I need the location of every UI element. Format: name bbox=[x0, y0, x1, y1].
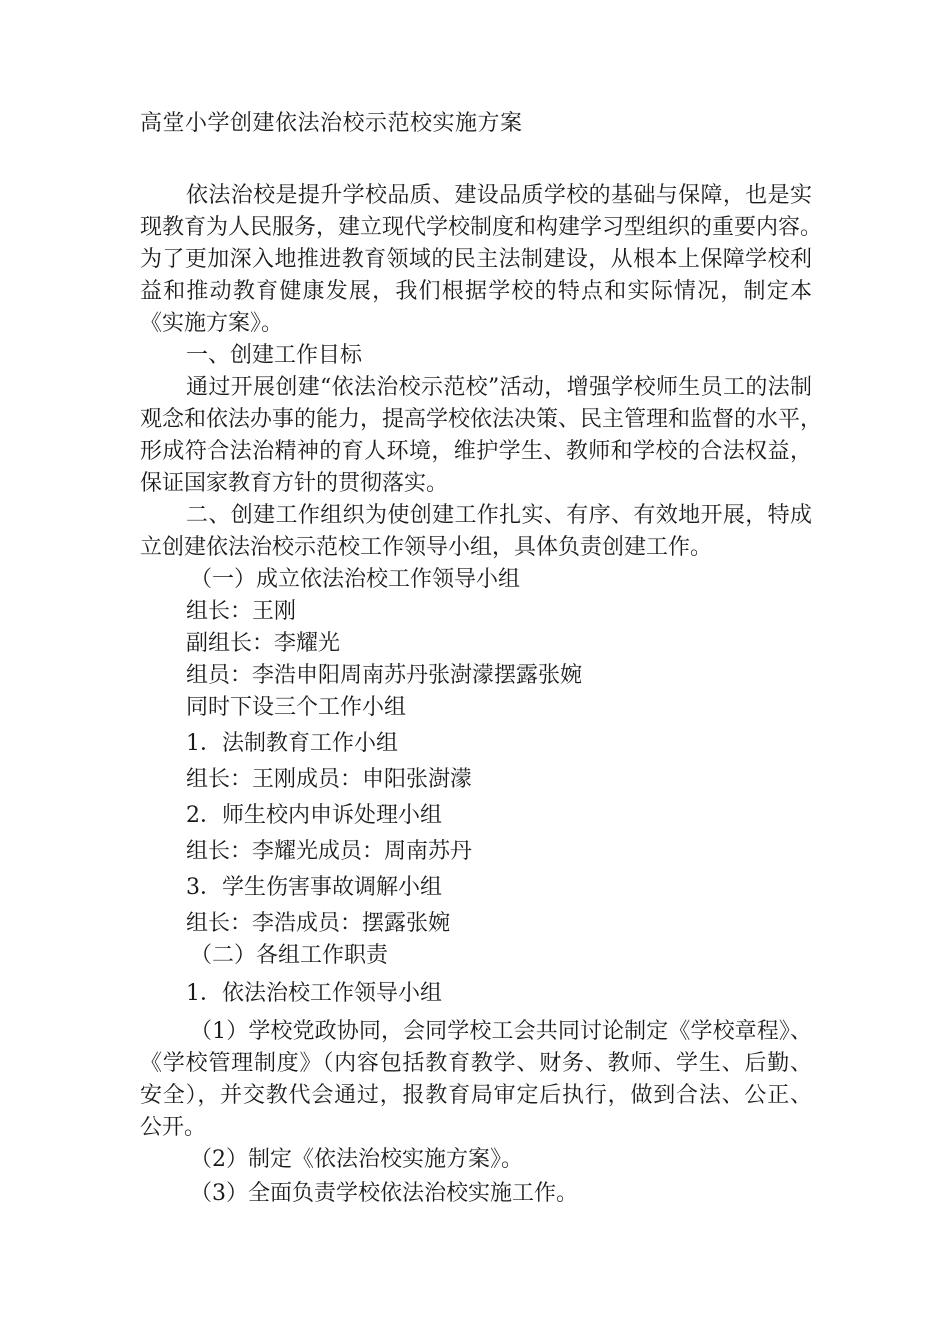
group-3-people: 组长：李浩成员：摆露张婉 bbox=[186, 911, 451, 936]
duty-1-line-1: （1）学校党政协同，会同学校工会共同讨论制定《学校章程》、 bbox=[190, 1019, 812, 1044]
intro-line-3: 为了更加深入地推进教育领域的民主法制建设，从根本上保障学校利 bbox=[140, 247, 812, 272]
sub-groups-intro: 同时下设三个工作小组 bbox=[186, 695, 407, 720]
section1-line-1: 通过开展创建“依法治校示范校”活动，增强学校师生员工的法制 bbox=[186, 375, 812, 400]
group-3-name: 3．学生伤害事故调解小组 bbox=[186, 875, 442, 900]
section2-line-2: 立创建依法治校示范校工作领导小组，具体负责创建工作。 bbox=[140, 535, 713, 560]
duty-1-line-4: 公开。 bbox=[140, 1115, 207, 1140]
section1-line-3: 形成符合法治精神的育人环境，维护学生、教师和学校的合法权益， bbox=[140, 439, 812, 464]
subsection2-heading: （二）各组工作职责 bbox=[190, 943, 389, 968]
deputy-leader-line: 副组长：李耀光 bbox=[186, 631, 341, 656]
duty-2-line: （2）制定《依法治校实施方案》。 bbox=[190, 1147, 523, 1172]
duty-1-line-2: 《学校管理制度》（内容包括教育教学、财务、教师、学生、后勤、 bbox=[140, 1051, 812, 1076]
leader-line: 组长：王刚 bbox=[186, 599, 297, 624]
section1-line-4: 保证国家教育方针的贯彻落实。 bbox=[140, 471, 449, 496]
members-line: 组员：李浩申阳周南苏丹张澍濛摆露张婉 bbox=[186, 663, 583, 688]
group-2-people: 组长：李耀光成员：周南苏丹 bbox=[186, 839, 473, 864]
section2-line-1: 二、创建工作组织为使创建工作扎实、有序、有效地开展，特成 bbox=[186, 503, 812, 528]
duty-3-line: （3）全面负责学校依法治校实施工作。 bbox=[190, 1181, 578, 1206]
duty-1-line-3: 安全），并交教代会通过，报教育局审定后执行，做到合法、公正、 bbox=[140, 1083, 812, 1108]
section1-line-2: 观念和依法办事的能力，提高学校依法决策、民主管理和监督的水平， bbox=[140, 407, 823, 432]
intro-line-5: 《实施方案》。 bbox=[140, 311, 284, 336]
section1-heading: 一、创建工作目标 bbox=[186, 343, 363, 368]
subsection1-heading: （一）成立依法治校工作领导小组 bbox=[190, 567, 521, 592]
intro-line-4: 益和推动教育健康发展，我们根据学校的特点和实际情况，制定本 bbox=[140, 279, 812, 304]
group-1-people: 组长：王刚成员：申阳张澍濛 bbox=[186, 767, 473, 792]
intro-line-2: 现教育为人民服务，建立现代学校制度和构建学习型组织的重要内容。 bbox=[140, 215, 823, 240]
intro-line-1: 依法治校是提升学校品质、建设品质学校的基础与保障，也是实 bbox=[186, 183, 812, 208]
group-2-name: 2．师生校内申诉处理小组 bbox=[186, 803, 442, 828]
duty-group-1-heading: 1．依法治校工作领导小组 bbox=[186, 981, 442, 1006]
group-1-name: 1．法制教育工作小组 bbox=[186, 731, 398, 756]
document-title: 高堂小学创建依法治校示范校实施方案 bbox=[140, 111, 523, 136]
